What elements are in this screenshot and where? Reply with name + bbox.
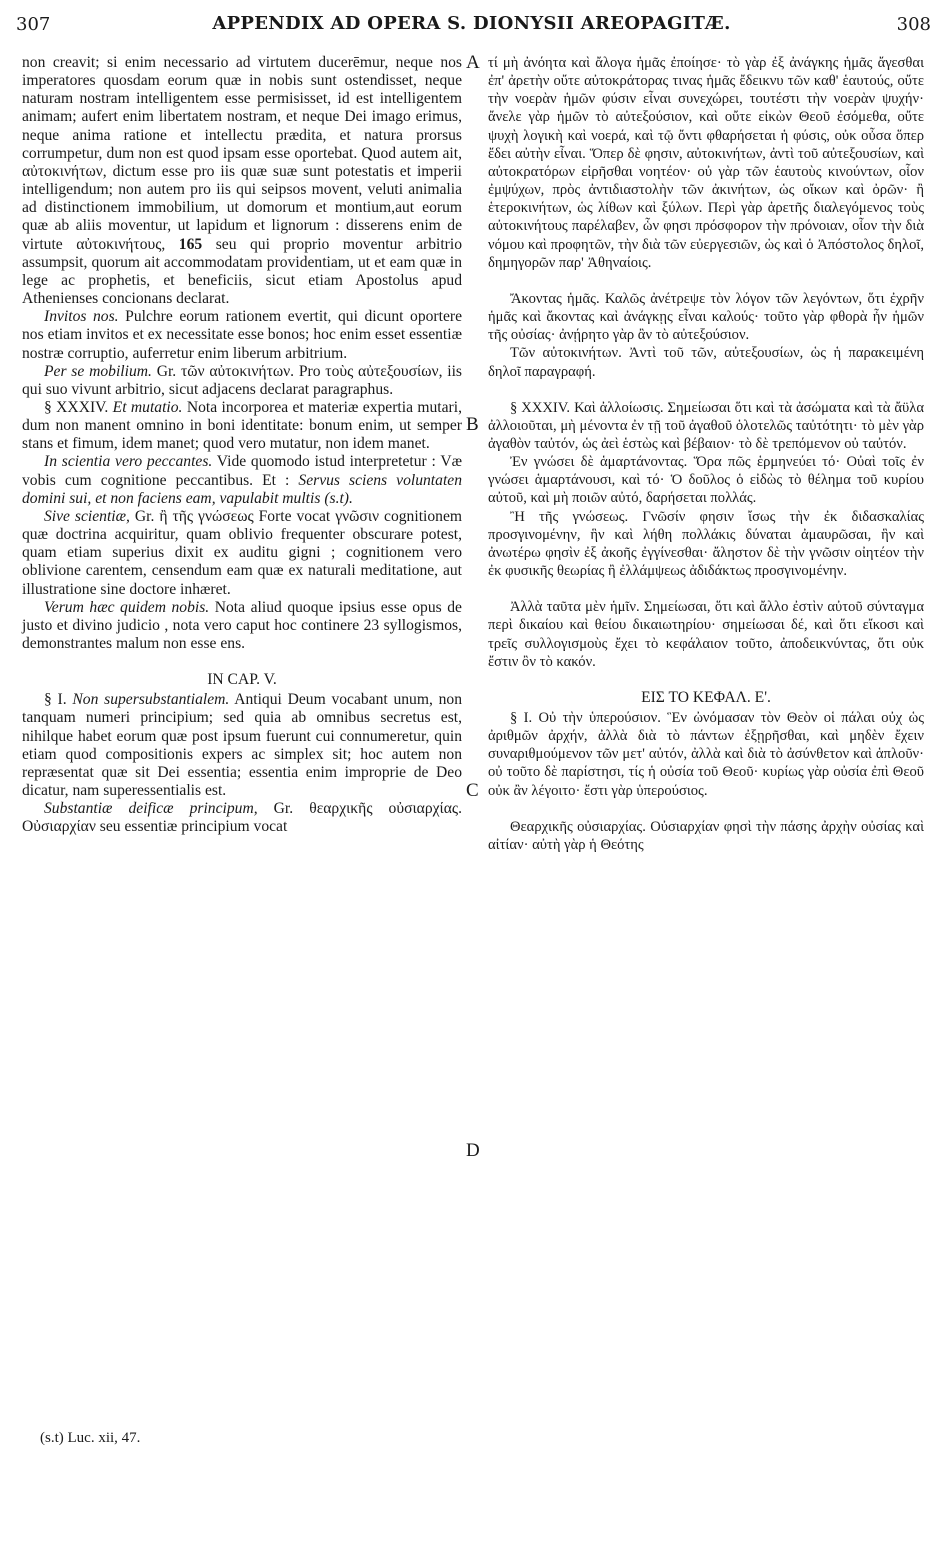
greek-paragraph: Θεαρχικῆς οὐσιαρχίας. Οὐσιαρχίαν φησὶ τὴν πάσης ἀρχὴν οὐσίας καὶ αἰτίαν· αὐτὴ γὰρ ἡ Θεότης (488, 818, 924, 853)
latin-paragraph: Substantiæ deificæ principum, Gr. θεαρχικῆς οὐσιαρχίας. Οὐσιαρχίαν seu essentiæ principium vocat (22, 800, 462, 836)
footnote: (s.t) Luc. xii, 47. (40, 1430, 141, 1446)
greek-paragraph: τί μὴ ἀνόητα καὶ ἄλογα ἡμᾶς ἐποίησε· τὸ γὰρ ἐξ ἀνάγκης ἡμᾶς ἄγεσθαι ἐπ' ἀρετὴν οὔτε αὐτοκράτορας τινας ἡμᾶς ἔδεικνυ τῶν καθ' ἑαυτούς, οὔτε τὴν νοερὰν ἡμῶν φύσιν εἶναι συνεχώρει, τουτέστι τὴν νοερὰν ψυχήν· ἄνελε γὰρ ἡμῶν τὸ αὐτεξούσιον, καὶ οὔτε εἰκὼν Θεοῦ ἐσόμεθα, οὔτε ψυχὴ λογικὴ καὶ νοερά, καὶ τῷ ὄντι φθαρήσεται ἡ φύσις, οὐκ οὖσα ὅπερ ἔδει αὐτὴν εἶναι. Ὅπερ δὲ φησιν, αὐτοκινήτων, ἀντὶ τοῦ αὐτεξουσίων, καὶ αὐτοκρατόρων εἰρῆσθαι νοητέον· οὐ γὰρ τῶν ἑαυτοὺς κινούντων, οἷον ἐμψύχων, πρὸς ἀντιδιαστολὴν τῶν ἀκινήτων, ὡς οἴκων καὶ ὀρῶν· ἢ ἑτεροκινήτων, ὡς λίθων καὶ ξύλων. Περὶ γὰρ ἀρετῆς διαλεγόμενος τοὺς αὐτοκινήτους παρέλαβεν, ὧν φησι πρόσφορον τὴν πρόνοιαν, οἷον τὴν διὰ νόμου καὶ προφητῶν, τὴν διὰ τῶν εὐεργεσιῶν, ὡς καὶ ὁ Ἀπόστολος δηλοῖ, δημηγορῶν παρ' Ἀθηναίοις. (488, 55, 924, 271)
running-title: APPENDIX AD OPERA S. DIONYSII AREOPAGITÆ. (212, 13, 731, 34)
margin-marker-c: C (466, 780, 479, 801)
greek-chapter-heading: ΕΙΣ ΤΟ ΚΕΦΑΛ. Ε'. (641, 688, 771, 706)
latin-paragraph: Invitos nos. Pulchre eorum rationem evertit, qui dicunt oportere nos etiam invitos et ex necessitate esse bonos; hoc enim esset essentiæ nostræ corruptio, auferretur enim liberum arbitrium. (22, 308, 462, 362)
right-page-number: 308 (896, 14, 931, 35)
greek-column (488, 54, 924, 854)
margin-marker-d: D (466, 1140, 480, 1161)
margin-number: 165 (178, 235, 203, 253)
left-page-number: 307 (16, 14, 51, 35)
margin-marker-b: B (466, 414, 479, 435)
latin-paragraph: non creavit; si enim necessario ad virtutem ducerēmur, neque nos imperatores quosdam eorum quæ in nobis sunt ostendisset, neque naturam nostram intelligentem esse permisisset, id est intelligentem animam; aufert enim libertatem nostram, et neque Dei imago erimus, neque anima ratione et intellectu prædita, et natura prorsus corrumpetur, dum non est quod ipsam esse oportebat. Quod autem ait, αὐτοκινήτων, dictum esse pro iis quæ suæ sunt potestatis et imperii intelligendum; non autem pro iis qui seipsos movent, veluti animalia ad distinctionem immobilium, ut domorum et montium,aut eorum quæ ab aliis moventur, ut lapidum et lignorum : disserens enim de virtute αὐτοκινήτους, 165 seu qui proprio moventur arbitrio assumpsit, quorum ait accommodatam providentiam, ut et eam quæ in lege ac prophetis, et beneficiis, sicut etiam Apostolus apud Athenienses concionans declarat. (22, 54, 462, 308)
latin-paragraph: § XXXIV. Et mutatio. Nota incorporea et materiæ expertia mutari, dum non manent omnino in boni identitate: bonum enim, ut semper stans et fimum, idem manet; quod vero mutatur, non idem manet. (22, 398, 462, 453)
latin-paragraph: Sive scientiæ, Gr. ἢ τῆς γνώσεως Forte vocat γνῶσιν cognitionem quæ doctrina acquiritur, quam oblivio frequenter obscurare potest, quam etiam superius dixit ex auditu gigni ; cognitionem vero oblivione carentem, censendum eam quæ ex naturali meditatione, aut illustratione sine doctore inhæret. (22, 507, 462, 598)
margin-marker-a: A (466, 52, 480, 73)
greek-paragraph: § XXXIV. Καὶ ἀλλοίωσις. Σημείωσαι ὅτι καὶ τὰ ἀσώματα καὶ τὰ ἄϋλα ἀλλοιοῦται, μὴ μένοντα ἐν τῇ τοῦ ἀγαθοῦ ὁλοτελῶς ταὐτότητι· τὸ μὲν γὰρ ἀγαθὸν ταὐτόν, ὡς ἀεὶ ἑστὼς καὶ βέβαιον· τὸ δὲ τρεπόμενον οὐ ταὐτόν. (488, 399, 924, 452)
latin-paragraph: § I. Non supersubstantialem. Antiqui Deum vocabant unum, non tanquam numeri principium; sed quia ab omnibus secretus est, nihilque habet eorum quæ post ipsum fuerunt cui connumeretur, quin etiam quod compositionis expers ac simplex sit; hoc autem non repræsentat quæ sit Dei essentia; essentia enim improprie de Deo dicatur, nam superessentialis est. (22, 691, 463, 800)
latin-paragraph: Per se mobilium. Gr. τῶν αὐτοκινήτων. Pro τοὺς αὐτεξουσίων, iis qui suo vivunt arbitrio, sicut adjacens declarat paragraphus. (22, 362, 462, 398)
latin-paragraph: Verum hæc quidem nobis. Nota aliud quoque ipsius esse opus de justo et divino judicio , nota vero caput hoc continere 23 syllogismos, demonstrantes malum non esse ens. (22, 598, 462, 652)
latin-column (22, 54, 462, 837)
greek-paragraph: Ἄκοντας ἡμᾶς. Καλῶς ἀνέτρεψε τὸν λόγον τῶν λεγόντων, ὅτι ἐχρῆν ἡμᾶς καὶ ἄκοντας καὶ ἀνάγκῃς εἶναι καλούς· τοῦτο γὰρ φθορὰ ἦν ἡμῶν τῆς οὐσίας· ἀνῄρητο γὰρ ἂν τὸ αὐτεξούσιον. (488, 290, 924, 344)
latin-chapter-heading: IN CAP. V. (207, 671, 277, 689)
greek-paragraph: Ἀλλὰ ταῦτα μὲν ἡμῖν. Σημείωσαι, ὅτι καὶ ἄλλο ἐστὶν αὐτοῦ σύνταγμα περὶ δικαίου καὶ θείου δικαιωτηρίου· σημείωσαι δέ, καὶ ὅτι εἴκοσι καὶ τρεῖς συλλογισμοὺς ἔχει τὸ κεφάλαιον τοῦτο, ἀποδεικνύντας, ὅτι οὐκ ἔστιν ὂν τὸ κακόν. (488, 599, 924, 670)
latin-paragraph: In scientia vero peccantes. Vide quomodo istud interpretetur : Væ vobis cum cognitione peccantibus. Et : Servus sciens voluntaten domini sui, et non faciens eam, vapulabit multis (s.t). (22, 453, 462, 507)
greek-paragraph: Ἢ τῆς γνώσεως. Γνῶσίν φησιν ἴσως τὴν ἐκ διδασκαλίας προσγινομένην, ἣν καὶ λήθη πολλάκις δύναται ἀμαυρῶσαι, ἣν καὶ ἀνωτέρω φησὶν ἐξ ἀκοῆς ἐγγίνεσθαι· ἄληστον δὲ τὴν γνῶσιν οἰητέον τὴν ἐκ φυσικῆς θεωρίας ἢ ἐλλάμψεως ἀδιδάκτως προσγινομένην. (488, 508, 924, 580)
greek-paragraph: § I. Οὐ τὴν ὑπερούσιον. Ἓν ὠνόμασαν τὸν Θεὸν οἱ πάλαι οὐχ ὡς ἀριθμῶν ἀρχήν, ἀλλὰ διὰ τὸ πάντων ἐξῃρῆσθαι, καὶ μηδὲν ἔχειν συναριθμούμενον τῶν μετ' αὐτόν, ἀλλὰ καὶ διὰ τὸ ἀσύνθετον καὶ ἁπλοῦν· οὐ τοῦτο δὲ παρίστησι, τίς ἡ οὐσία τοῦ Θεοῦ· κυρίως γὰρ οὐσία ἐπὶ Θεοῦ οὐκ ἂν λέγοιτο· ἔστι γὰρ ὑπερούσιος. (488, 710, 924, 799)
greek-paragraph: Ἐν γνώσει δὲ ἁμαρτάνοντας. Ὅρα πῶς ἑρμηνεύει τό· Οὐαὶ τοῖς ἐν γνώσει ἁμαρτάνουσι, καὶ τό· Ὁ δοῦλος ὁ εἰδὼς τὸ θέλημα τοῦ κυρίου αὐτοῦ, καὶ μὴ ποιῶν αὐτό, δαρήσεται πολλάς. (488, 454, 924, 507)
greek-paragraph: Τῶν αὐτοκινήτων. Ἀντὶ τοῦ τῶν, αὐτεξουσίων, ὡς ἡ παρακειμένη δηλοῖ παραγραφή. (488, 345, 924, 380)
